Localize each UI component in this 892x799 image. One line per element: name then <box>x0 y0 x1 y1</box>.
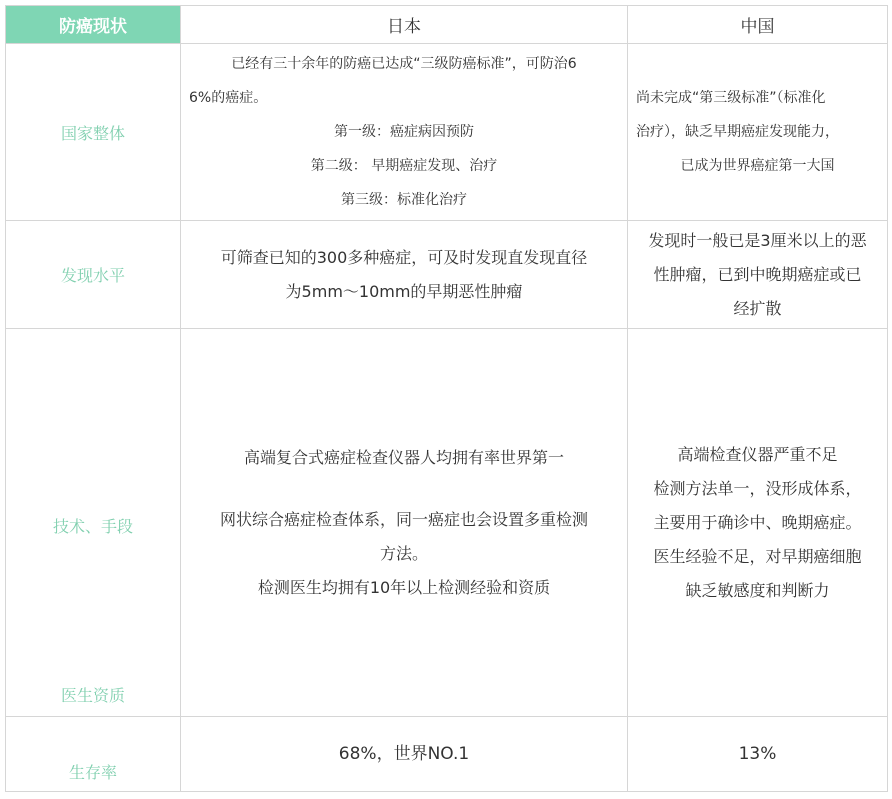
row-label-tech-cell <box>6 329 181 717</box>
row-label-survival: 生存率 <box>68 763 117 782</box>
header-status: 防癌现状 <box>6 6 181 44</box>
table-row-detection <box>6 221 888 329</box>
tech-japan-line2: 网状综合癌症检查体系，同一癌症也会设置多重检测 <box>219 509 588 529</box>
comparison-table <box>5 5 888 792</box>
national-japan-line1: 已经有三十余年的防癌已达成“三级防癌标准”，可防治6 <box>231 56 577 72</box>
header-row <box>6 6 888 44</box>
tech-china-cell <box>628 329 888 717</box>
detection-japan-line1: 可筛查已知的300多种癌症，可及时发现直发现直径 <box>220 247 588 267</box>
national-china-cell <box>628 44 888 221</box>
detection-japan-line2: 为5mm～10mm的早期恶性肿瘤 <box>285 281 523 301</box>
national-china-line1: 尚未完成“第三级标准”（标准化 <box>636 90 826 106</box>
national-japan-level3: 第三级：标准化治疗 <box>341 192 467 208</box>
tech-japan-gap <box>181 475 627 503</box>
header-japan: 日本 <box>181 6 628 44</box>
row-label-detection: 发现水平 <box>6 221 181 329</box>
tech-japan-line1: 高端复合式癌症检查仪器人均拥有率世界第一 <box>243 447 564 467</box>
detection-china-line2: 性肿瘤，已到中晚期癌症或已 <box>653 264 862 284</box>
tech-china-line5: 缺乏敏感度和判断力 <box>685 580 830 600</box>
tech-china-line2: 检测方法单一，没形成体系， <box>653 478 862 498</box>
table-row-national <box>6 44 888 221</box>
row-label-national: 国家整体 <box>6 44 181 221</box>
detection-china-cell <box>628 221 888 329</box>
national-japan-cell <box>181 44 628 221</box>
survival-japan: 68%，世界NO.1 <box>181 717 628 792</box>
row-label-survival-cell <box>6 717 181 792</box>
tech-japan-cell <box>181 329 628 717</box>
row-label-doctor: 医生资质 <box>60 686 125 705</box>
table-row-survival <box>6 717 888 792</box>
national-china-line2: 治疗），缺乏早期癌症发现能力， <box>636 124 839 140</box>
national-china-line3: 已成为世界癌症第一大国 <box>680 158 835 174</box>
national-japan-level2: 第二级： 早期癌症发现、治疗 <box>310 158 498 174</box>
survival-china: 13% <box>628 717 888 792</box>
national-japan-level1: 第一级：癌症病因预防 <box>334 124 474 140</box>
tech-japan-line4: 检测医生均拥有10年以上检测经验和资质 <box>257 577 551 597</box>
tech-china-line4: 医生经验不足，对早期癌细胞 <box>653 546 862 566</box>
table-row-tech <box>6 329 888 717</box>
detection-china-line3: 经扩散 <box>733 298 782 318</box>
tech-china-line1: 高端检查仪器严重不足 <box>677 444 838 464</box>
header-china: 中国 <box>628 6 888 44</box>
row-label-tech: 技术、手段 <box>52 517 133 536</box>
national-japan-line2: 6%的癌症。 <box>189 90 268 106</box>
detection-china-line1: 发现时一般已是3厘米以上的恶 <box>648 230 867 250</box>
tech-japan-line3: 方法。 <box>379 543 428 563</box>
detection-japan-cell <box>181 221 628 329</box>
tech-china-line3: 主要用于确诊中、晚期癌症。 <box>653 512 862 532</box>
